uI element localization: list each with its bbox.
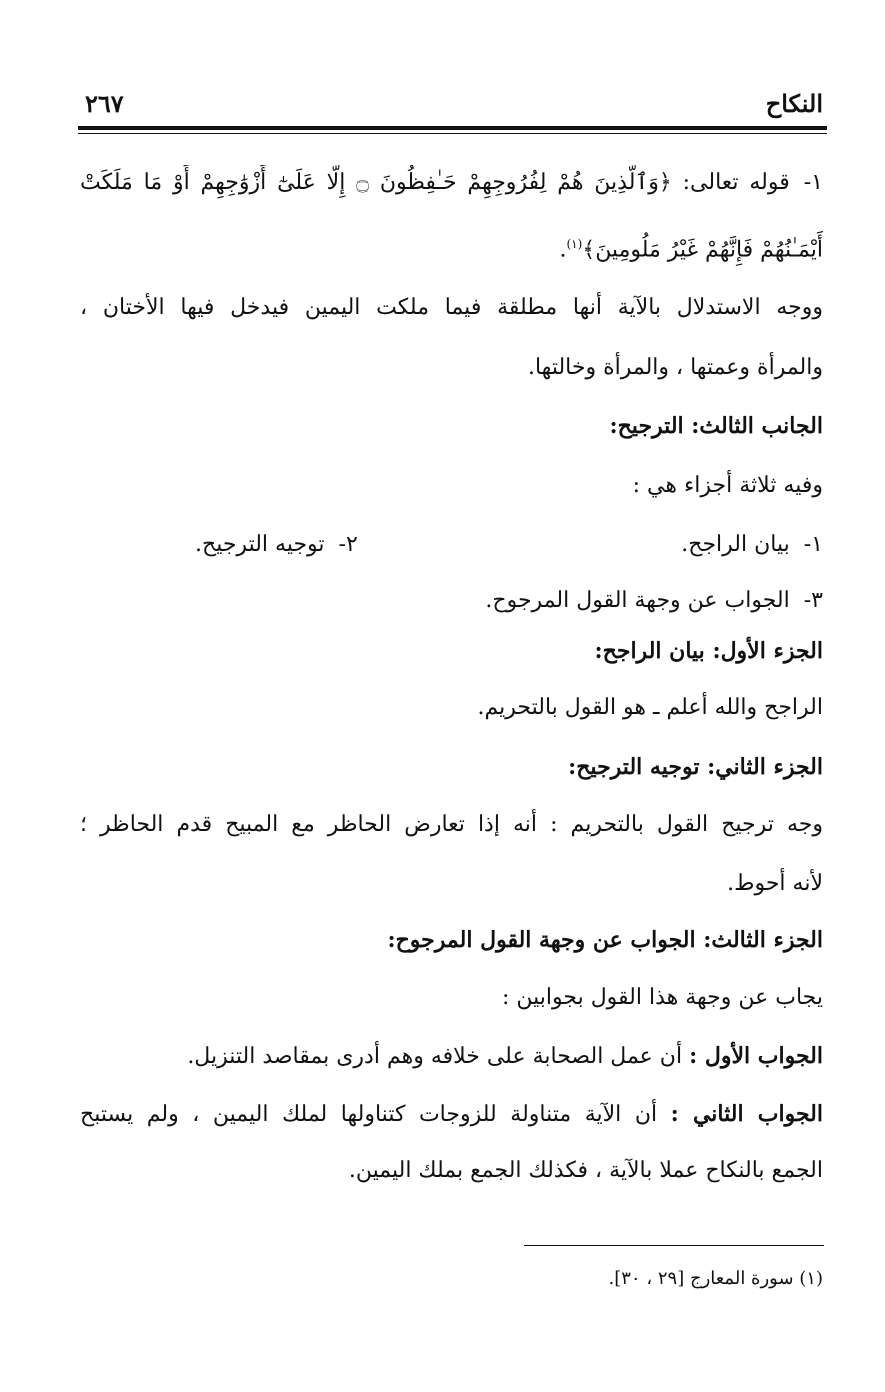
page-number: ٢٦٧ [85, 89, 124, 118]
answer-2-label: الجواب الثاني : [670, 1101, 823, 1127]
rajih-text: الراجح والله أعلم ـ هو القول بالتحريم. [477, 695, 823, 720]
footnote-marker: (١) [566, 237, 583, 251]
verse-line-1 [80, 165, 823, 201]
verse-number: ١- [803, 170, 823, 195]
running-header-title: النكاح [765, 89, 823, 118]
answer-2-line-1 [80, 1096, 823, 1133]
part-2-item [195, 527, 358, 563]
verse-text-2: أَيْمَـٰنُهُمْ فَإِنَّهُمْ غَيْرُ مَلُومِينَ﴾ [582, 237, 823, 263]
evidence-line-2: والمرأة وعمتها ، والمرأة وخالتها. [527, 355, 823, 380]
answer-2-line-2: الجمع بالنكاح عملا بالآية ، فكذلك الجمع بملك اليمين. [348, 1158, 823, 1183]
evidence-line-1: ووجه الاستدلال بالآية أنها مطلقة فيما ملكت اليمين فيدخل فيها الأختان ، [80, 295, 823, 320]
answers-intro: يجاب عن وجهة هذا القول بجوابين : [501, 985, 823, 1010]
parts-intro: وفيه ثلاثة أجزاء هي : [632, 473, 823, 498]
part-2-label: توجيه الترجيح. [195, 532, 325, 557]
footnote-rule [524, 1245, 824, 1246]
tawjih-line-2: لأنه أحوط. [727, 871, 823, 896]
verse-text-1: قوله تعالى: ﴿وَٱلَّذِينَ هُمْ لِفُرُوجِهِمْ حَـٰفِظُونَ ۝ إِلَّا عَلَىٰٓ أَزْوَٰجِهِمْ أَوْ مَا مَلَكَتْ [80, 170, 790, 195]
part-1-number: ١- [803, 532, 823, 557]
part-2-number: ٢- [338, 532, 358, 557]
answer-2-text: أن الآية متناولة للزوجات كتناولها لملك اليمين ، ولم يستبح [80, 1102, 658, 1127]
heading-tarjih: الجانب الثالث: الترجيح: [609, 413, 823, 439]
part-3-item [80, 583, 823, 619]
part-3-number: ٣- [803, 588, 823, 613]
verse-end: . [559, 237, 567, 263]
heading-part-2: الجزء الثاني: توجيه الترجيح: [568, 754, 823, 780]
answer-1 [80, 1038, 823, 1075]
answer-1-label: الجواب الأول : [689, 1043, 823, 1069]
part-1-item [80, 527, 823, 563]
verse-line-2 [80, 226, 823, 268]
header-rule-thin [78, 133, 827, 134]
tawjih-line-1: وجه ترجيح القول بالتحريم : أنه إذا تعارض الحاظر مع المبيح قدم الحاظر ؛ [80, 812, 823, 837]
header-rule-thick [78, 126, 827, 130]
footnote: (١) سورة المعارج [٢٩ ، ٣٠]. [608, 1268, 823, 1289]
heading-part-1: الجزء الأول: بيان الراجح: [594, 638, 823, 664]
part-1-label: بيان الراجح. [681, 532, 790, 557]
part-3-label: الجواب عن وجهة القول المرجوح. [485, 588, 790, 613]
answer-1-text: أن عمل الصحابة على خلافه وهم أدرى بمقاصد التنزيل. [187, 1044, 683, 1069]
heading-part-3: الجزء الثالث: الجواب عن وجهة القول المرجوح: [387, 927, 823, 953]
